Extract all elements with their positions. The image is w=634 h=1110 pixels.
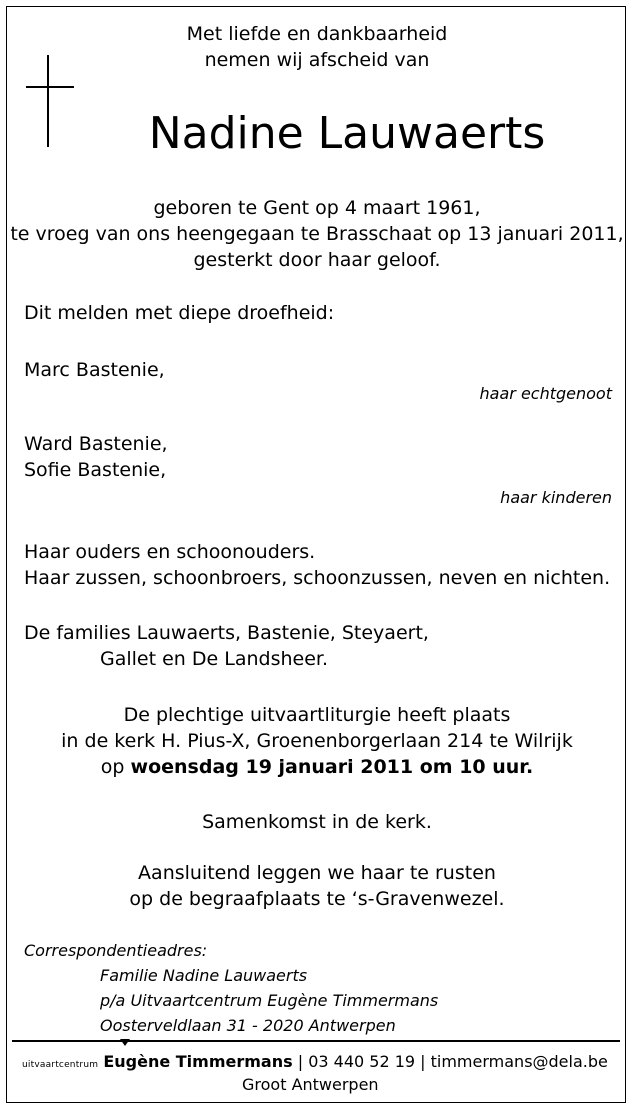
death-line: te vroeg van ons heengegaan te Brasschaat op 13 januari 2011, <box>10 223 624 245</box>
funeral-home-prefix: uitvaartcentrum <box>22 1060 99 1070</box>
ceremony-date-prefix: op <box>100 756 131 778</box>
correspondence-line-2: p/a Uitvaartcentrum Eugène Timmermans <box>100 991 439 1010</box>
announcement: Dit melden met diepe droefheid: <box>24 302 335 324</box>
intro-line-2: nemen wij afscheid van <box>204 49 430 71</box>
correspondence-line-1: Familie Nadine Lauwaerts <box>100 966 308 985</box>
ceremony-date: woensdag 19 januari 2011 om 10 uur. <box>130 756 534 778</box>
footer-divider <box>12 1040 620 1042</box>
burial-line-2: op de begraafplaats te ‘s-Gravenwezel. <box>129 888 505 910</box>
families-line-1: De families Lauwaerts, Bastenie, Steyaert, <box>24 622 429 644</box>
triangle-marker-icon <box>120 1039 130 1046</box>
child-name-2: Sofie Bastenie, <box>24 459 167 481</box>
spouse-name: Marc Bastenie, <box>24 359 165 381</box>
funeral-home-brand: Eugène Timmermans <box>103 1052 293 1071</box>
birth-line: geboren te Gent op 4 maart 1961, <box>153 197 481 219</box>
correspondence-line-3: Oosterveldlaan 31 - 2020 Antwerpen <box>100 1016 396 1035</box>
ceremony-date-line <box>0 755 634 779</box>
gathering-line: Samenkomst in de kerk. <box>202 811 432 833</box>
siblings-line: Haar zussen, schoonbroers, schoonzussen, neven en nichten. <box>24 567 611 589</box>
correspondence-label: Correspondentieadres: <box>24 941 208 960</box>
child-name-1: Ward Bastenie, <box>24 433 168 455</box>
ceremony-line-2: in de kerk H. Pius-X, Groenenborgerlaan 214 te Wilrijk <box>61 730 573 752</box>
spouse-role: haar echtgenoot <box>479 384 612 403</box>
intro-line-1: Met liefde en dankbaarheid <box>186 23 448 45</box>
deceased-name: Nadine Lauwaerts <box>148 108 546 159</box>
parents-line: Haar ouders en schoonouders. <box>24 541 316 563</box>
burial-line-1: Aansluitend leggen we haar te rusten <box>138 862 496 884</box>
funeral-home-line <box>22 1052 608 1075</box>
funeral-home-contact: | 03 440 52 19 | timmermans@dela.be <box>292 1052 608 1071</box>
funeral-home-region: Groot Antwerpen <box>242 1075 379 1094</box>
children-role: haar kinderen <box>500 488 612 507</box>
families-line-2: Gallet en De Landsheer. <box>100 648 328 670</box>
faith-line: gesterkt door haar geloof. <box>193 249 441 271</box>
ceremony-line-1: De plechtige uitvaartliturgie heeft plaats <box>123 704 511 726</box>
